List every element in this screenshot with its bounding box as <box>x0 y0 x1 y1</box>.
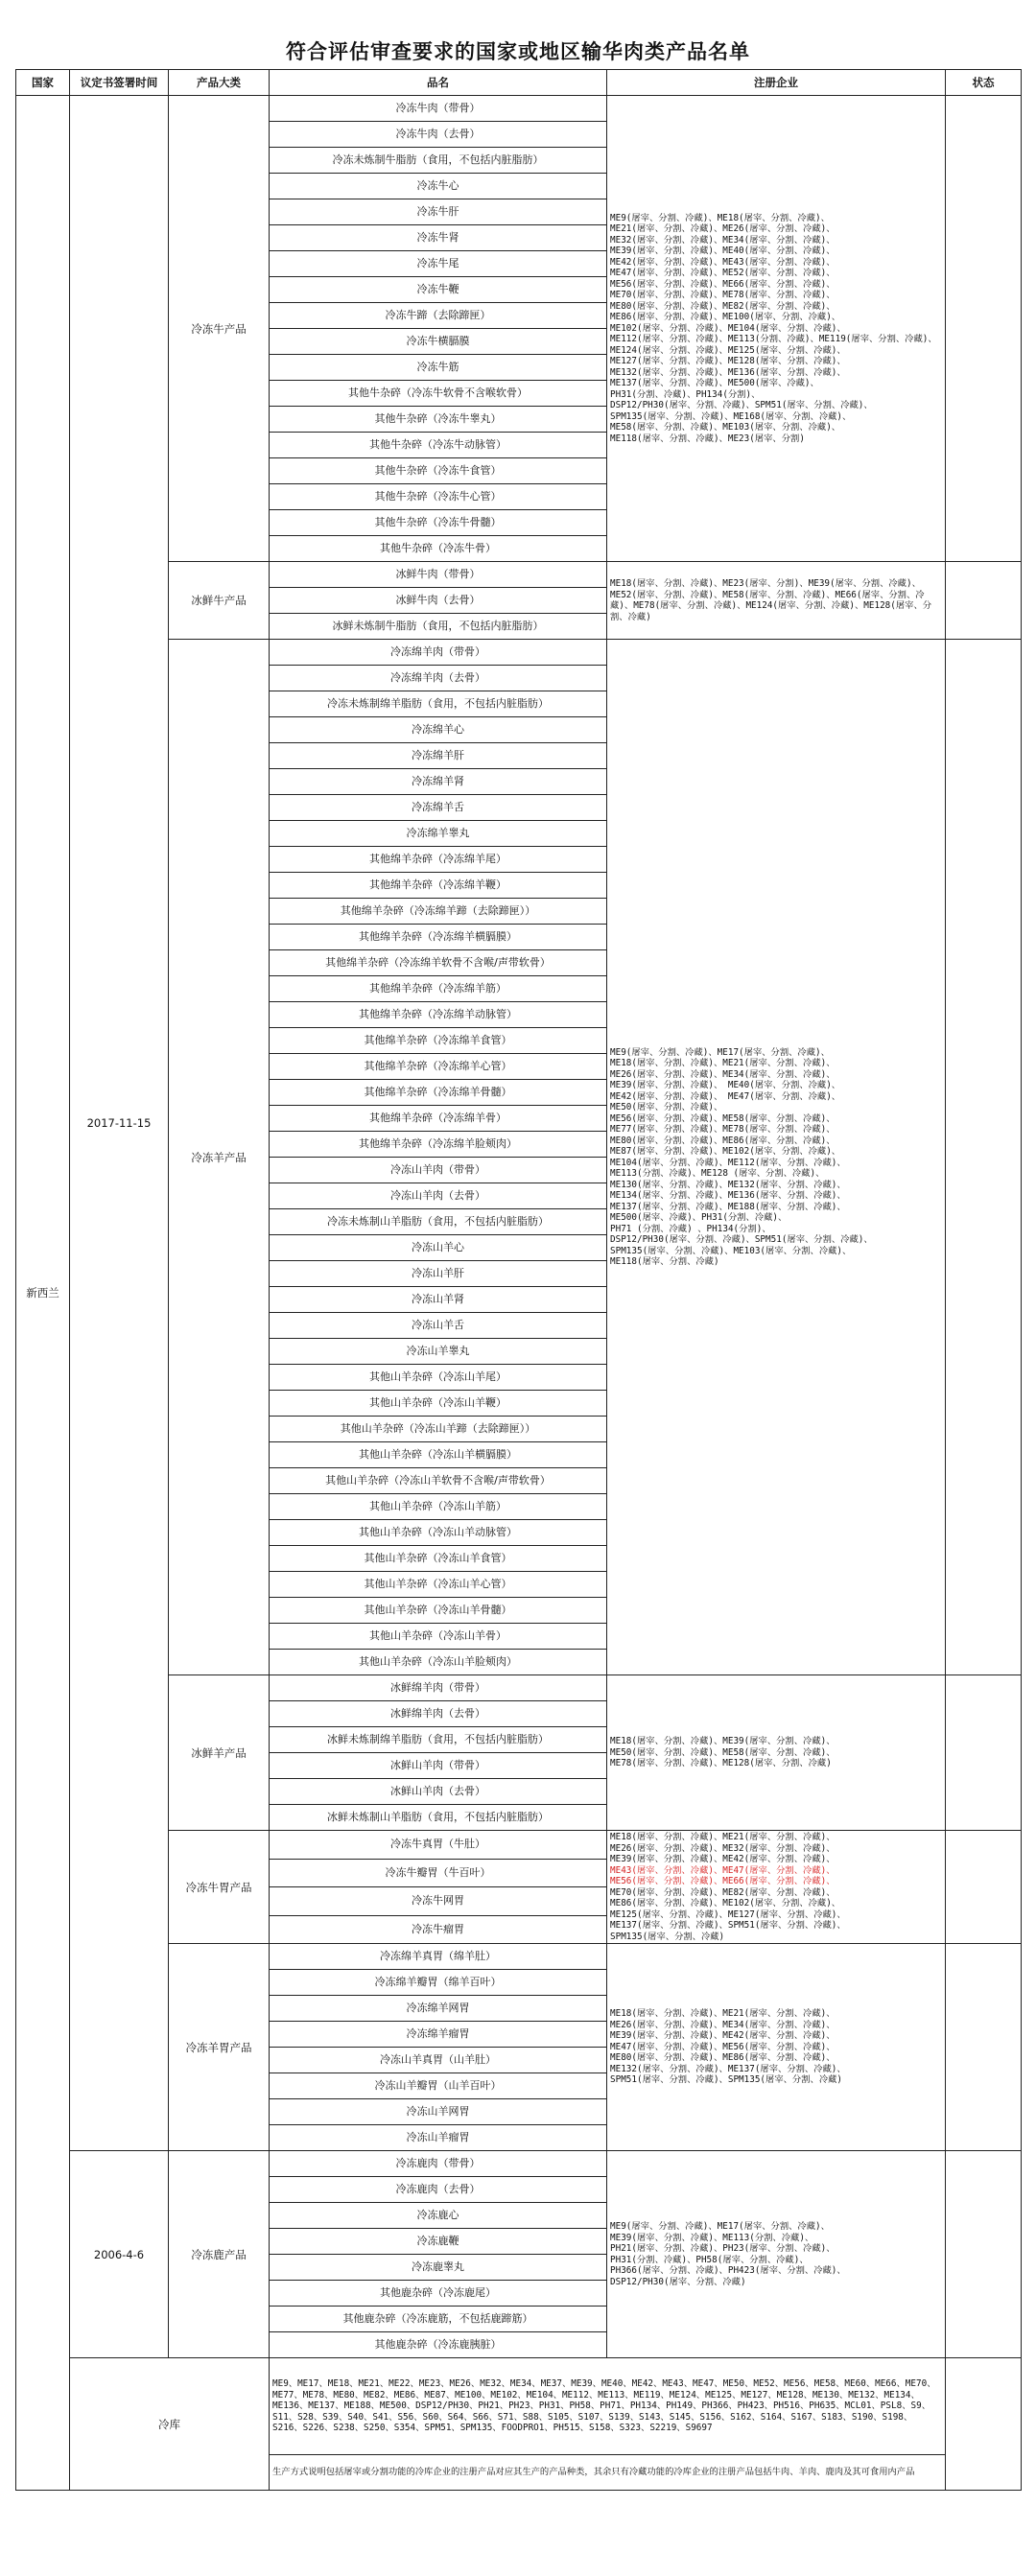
enterprise-cell: ME18(屠宰、分割、冷藏)、ME23(屠宰、分割)、ME39(屠宰、分割、冷藏)、ME52(屠宰、分割、冷藏)、ME58(屠宰、分割、冷藏)、ME66(屠宰、分割、冷藏)、ME78(屠宰、分割、冷藏)、ME124(屠宰、分割、冷藏)、ME128(屠宰、分割、冷藏) <box>607 562 946 640</box>
header-category: 产品大类 <box>169 70 270 96</box>
product-name-cell: 其他山羊杂碎（冷冻山羊骨） <box>270 1624 607 1650</box>
product-name-cell: 其他山羊杂碎（冷冻山羊动脉管） <box>270 1520 607 1546</box>
product-name-cell: 其他绵羊杂碎（冷冻绵羊动脉管） <box>270 1002 607 1028</box>
product-name-cell: 冰鲜未炼制绵羊脂肪（食用，不包括内脏脂肪） <box>270 1727 607 1753</box>
category-cell: 冷冻羊胃产品 <box>169 1944 270 2151</box>
country-cell: 新西兰 <box>16 96 70 2491</box>
enterprise-cell: ME18(屠宰、分割、冷藏)、ME39(屠宰、分割、冷藏)、 ME50(屠宰、分割、冷藏)、ME58(屠宰、分割、冷藏)、 ME78(屠宰、分割、冷藏)、ME128(屠宰、分割、冷藏) <box>607 1675 946 1831</box>
product-name-cell: 冷冻绵羊真胃（绵羊肚） <box>270 1944 607 1970</box>
product-name-cell: 冷冻牛真胃（牛肚） <box>270 1831 607 1860</box>
product-name-cell: 冷冻山羊瓣胃（山羊百叶） <box>270 2073 607 2099</box>
product-name-cell: 冷冻未炼制山羊脂肪（食用，不包括内脏脂肪） <box>270 1209 607 1235</box>
product-name-cell: 其他绵羊杂碎（冷冻绵羊骨髓） <box>270 1080 607 1106</box>
product-name-cell: 冷冻牛肾 <box>270 225 607 251</box>
status-cell <box>946 96 1022 562</box>
product-name-cell: 冷冻牛肉（带骨） <box>270 96 607 122</box>
product-name-cell: 其他牛杂碎（冷冻牛食管） <box>270 458 607 484</box>
enterprise-line: ME43(屠宰、分割、冷藏)、ME47(屠宰、分割、冷藏)、 <box>610 1864 836 1876</box>
cold-storage-row <box>16 2358 1022 2455</box>
product-name-cell: 冰鲜绵羊肉（带骨） <box>270 1675 607 1701</box>
product-name-cell: 冷冻鹿睾丸 <box>270 2255 607 2281</box>
product-name-cell: 冷冻绵羊肉（去骨） <box>270 666 607 691</box>
table-row <box>16 96 1022 122</box>
product-name-cell: 冷冻绵羊瘤胃 <box>270 2022 607 2048</box>
product-name-cell: 冷冻山羊网胃 <box>270 2099 607 2125</box>
product-name-cell: 冷冻牛横膈膜 <box>270 329 607 355</box>
product-name-cell: 其他绵羊杂碎（冷冻绵羊心管） <box>270 1054 607 1080</box>
product-name-cell: 冰鲜绵羊肉（去骨） <box>270 1701 607 1727</box>
product-name-cell: 冷冻山羊肾 <box>270 1287 607 1313</box>
product-name-cell: 冷冻绵羊舌 <box>270 795 607 821</box>
product-name-cell: 其他牛杂碎（冷冻牛睾丸） <box>270 407 607 433</box>
header-status: 状态 <box>946 70 1022 96</box>
enterprise-cell: ME18(屠宰、分割、冷藏)、ME21(屠宰、分割、冷藏)、 ME26(屠宰、分割、冷藏)、ME34(屠宰、分割、冷藏)、 ME39(屠宰、分割、冷藏)、ME42(屠宰、分割、冷藏)、 ME47(屠宰、分割、冷藏)、ME56(屠宰、分割、冷藏)、 ME80(屠宰、分割、冷藏)、ME86(屠宰、分割、冷藏)、 ME132(屠宰、分割、冷藏)、ME137(屠宰、分割、冷藏)、 SPM51(屠宰、分割、冷藏)、SPM135(屠宰、分割、冷藏) <box>607 1944 946 2151</box>
document-title: 符合评估审查要求的国家或地区输华肉类产品名单 <box>286 39 750 63</box>
product-name-cell: 冷冻牛肝 <box>270 199 607 225</box>
product-name-cell: 冷冻鹿心 <box>270 2203 607 2229</box>
product-name-cell: 冷冻绵羊网胃 <box>270 1996 607 2022</box>
header-country: 国家 <box>16 70 70 96</box>
product-name-cell: 冷冻山羊肉（去骨） <box>270 1183 607 1209</box>
product-name-cell: 冰鲜牛肉（带骨） <box>270 562 607 588</box>
product-name-cell: 冷冻鹿肉（带骨） <box>270 2151 607 2177</box>
product-name-cell: 其他绵羊杂碎（冷冻绵羊软骨不含喉/声带软骨） <box>270 950 607 976</box>
product-name-cell: 冷冻绵羊瓣胃（绵羊百叶） <box>270 1970 607 1996</box>
product-name-cell: 其他绵羊杂碎（冷冻绵羊鞭） <box>270 873 607 899</box>
category-cell: 冷冻牛产品 <box>169 96 270 562</box>
product-name-cell: 冷冻牛瓣胃（牛百叶） <box>270 1859 607 1887</box>
product-name-cell: 冷冻鹿肉（去骨） <box>270 2177 607 2203</box>
product-name-cell: 其他绵羊杂碎（冷冻绵羊骨） <box>270 1106 607 1132</box>
product-name-cell: 冷冻牛蹄（去除蹄匣） <box>270 303 607 329</box>
category-cell: 冷冻鹿产品 <box>169 2151 270 2358</box>
product-name-cell: 其他绵羊杂碎（冷冻绵羊脸颊肉） <box>270 1132 607 1158</box>
enterprise-line: ME70(屠宰、分割、冷藏)、ME82(屠宰、分割、冷藏)、 <box>610 1886 836 1898</box>
header-row <box>16 70 1022 96</box>
header-product-name: 品名 <box>270 70 607 96</box>
enterprise-line: SPM135(屠宰、分割、冷藏) <box>610 1931 725 1942</box>
cold-storage-label: 冷库 <box>70 2358 270 2491</box>
product-name-cell: 冷冻绵羊心 <box>270 717 607 743</box>
product-name-cell: 冷冻山羊真胃（山羊肚） <box>270 2048 607 2073</box>
product-name-cell: 其他山羊杂碎（冷冻山羊脸颊肉） <box>270 1650 607 1675</box>
status-cell <box>946 2358 1022 2491</box>
product-name-cell: 冷冻山羊睾丸 <box>270 1339 607 1365</box>
product-name-cell: 其他山羊杂碎（冷冻山羊筋） <box>270 1494 607 1520</box>
sign-date-cell: 2006-4-6 <box>70 2151 169 2358</box>
product-name-cell: 其他鹿杂碎（冷冻鹿胰脏） <box>270 2332 607 2358</box>
cold-storage-note: 生产方式说明包括屠宰或分割功能的冷库企业的注册产品对应其生产的产品种类，其余只有冷藏功能的冷库企业的注册产品包括牛肉、羊肉、鹿肉及其可食用内产品 <box>270 2455 946 2491</box>
category-cell: 冷冻羊产品 <box>169 640 270 1675</box>
product-name-cell: 冷冻绵羊肝 <box>270 743 607 769</box>
status-cell <box>946 1831 1022 1944</box>
product-name-cell: 冷冻牛尾 <box>270 251 607 277</box>
product-name-cell: 其他绵羊杂碎（冷冻绵羊蹄（去除蹄匣）） <box>270 899 607 925</box>
enterprise-cell: ME9(屠宰、分割、冷藏)、ME17(屠宰、分割、冷藏)、 ME39(屠宰、分割、冷藏)、ME113(分割、冷藏)、 PH21(屠宰、分割、冷藏)、PH23(屠宰、分割、冷藏)、 PH31(分割、冷藏)、PH58(屠宰、分割、冷藏)、 PH366(屠宰、分割、冷藏)、PH423(屠宰、分割、冷藏)、 DSP12/PH30(屠宰、分割、冷藏) <box>607 2151 946 2358</box>
product-name-cell: 冷冻绵羊肾 <box>270 769 607 795</box>
product-name-cell: 其他山羊杂碎（冷冻山羊食管） <box>270 1546 607 1572</box>
product-name-cell: 冷冻山羊瘤胃 <box>270 2125 607 2151</box>
product-name-cell: 其他鹿杂碎（冷冻鹿筋，不包括鹿蹄筋） <box>270 2307 607 2332</box>
product-name-cell: 其他绵羊杂碎（冷冻绵羊筋） <box>270 976 607 1002</box>
product-name-cell: 其他山羊杂碎（冷冻山羊心管） <box>270 1572 607 1598</box>
category-cell: 冰鲜牛产品 <box>169 562 270 640</box>
product-name-cell: 冷冻山羊肉（带骨） <box>270 1158 607 1183</box>
product-name-cell: 其他牛杂碎（冷冻牛动脉管） <box>270 433 607 458</box>
product-name-cell: 冰鲜未炼制山羊脂肪（食用，不包括内脏脂肪） <box>270 1805 607 1831</box>
product-name-cell: 冰鲜山羊肉（去骨） <box>270 1779 607 1805</box>
product-name-cell: 冰鲜牛肉（去骨） <box>270 588 607 614</box>
product-name-cell: 冷冻山羊舌 <box>270 1313 607 1339</box>
enterprise-cell: ME9(屠宰、分割、冷藏)、ME18(屠宰、分割、冷藏)、 ME21(屠宰、分割、冷藏)、ME26(屠宰、分割、冷藏)、 ME32(屠宰、分割、冷藏)、ME34(屠宰、分割、冷藏)、 ME39(屠宰、分割、冷藏)、ME40(屠宰、分割、冷藏)、 ME42(屠宰、分割、冷藏)、ME43(屠宰、分割、冷藏)、 ME47(屠宰、分割、冷藏)、ME52(屠宰、分割、冷藏)、 ME56(屠宰、分割、冷藏)、ME66(屠宰、分割、冷藏)、 ME70(屠宰、分割、冷藏)、ME78(屠宰、分割、冷藏)、 ME80(屠宰、分割、冷藏)、ME82(屠宰、分割、冷藏)、 ME86(屠宰、分割、冷藏)、ME100(屠宰、分割、冷藏)、 ME102(屠宰、分割、冷藏)、ME104(屠宰、分割、冷藏)、 ME112(屠宰、分割、冷藏)、ME113(分割、冷藏)、ME119(屠宰、分割、冷藏)、 ME124(屠宰、分割、冷藏)、ME125(屠宰、分割、冷藏)、 ME127(屠宰、分割、冷藏)、ME128(屠宰、分割、冷藏)、 ME132(屠宰、分割、冷藏)、ME136(屠宰、分割、冷藏)、 ME137(屠宰、分割、冷藏)、ME500(屠宰、冷藏)、 PH31(分割、冷藏)、PH134(分割)、 DSP12/PH30(屠宰、分割、冷藏)、SPM51(屠宰、分割、冷藏)、 SPM135(屠宰、分割、冷藏)、ME168(屠宰、分割、冷藏)、 ME58(屠宰、分割、冷藏)、ME103(屠宰、分割、冷藏)、 ME118(屠宰、分割、冷藏)、ME23(屠宰、分割) <box>607 96 946 562</box>
enterprise-line: ME18(屠宰、分割、冷藏)、ME21(屠宰、分割、冷藏)、 <box>610 1832 836 1842</box>
product-name-cell: 其他牛杂碎（冷冻牛心管） <box>270 484 607 510</box>
product-name-cell: 冷冻山羊肝 <box>270 1261 607 1287</box>
enterprise-cell <box>607 1831 946 1944</box>
product-name-cell: 冷冻牛心 <box>270 174 607 199</box>
product-name-cell: 冷冻牛瘤胃 <box>270 1915 607 1944</box>
enterprise-line: ME125(屠宰、分割、冷藏)、ME127(屠宰、分割、冷藏)、 <box>610 1909 846 1920</box>
header-enterprise: 注册企业 <box>607 70 946 96</box>
enterprise-line: ME86(屠宰、分割、冷藏)、ME102(屠宰、分割、冷藏)、 <box>610 1898 841 1909</box>
enterprise-line: ME26(屠宰、分割、冷藏)、ME32(屠宰、分割、冷藏)、 <box>610 1842 836 1854</box>
header-sign-date: 议定书签署时间 <box>70 70 169 96</box>
status-cell <box>946 1675 1022 1831</box>
product-name-cell: 其他鹿杂碎（冷冻鹿尾） <box>270 2281 607 2307</box>
product-name-cell: 冷冻鹿鞭 <box>270 2229 607 2255</box>
product-name-cell: 冰鲜未炼制牛脂肪（食用，不包括内脏脂肪） <box>270 614 607 640</box>
product-name-cell: 其他牛杂碎（冷冻牛骨髓） <box>270 510 607 536</box>
status-cell <box>946 1944 1022 2151</box>
product-name-cell: 其他牛杂碎（冷冻牛软骨不含喉软骨） <box>270 381 607 407</box>
product-name-cell: 其他绵羊杂碎（冷冻绵羊尾） <box>270 847 607 873</box>
product-name-cell: 冷冻山羊心 <box>270 1235 607 1261</box>
product-name-cell: 其他牛杂碎（冷冻牛骨） <box>270 536 607 562</box>
cold-storage-list: ME9、ME17、ME18、ME21、ME22、ME23、ME26、ME32、ME34、ME37、ME39、ME40、ME42、ME43、ME47、ME50、ME52、ME56、ME58、ME60、ME66、ME70、ME77、ME78、ME80、ME82、ME86、ME87、ME100、ME102、ME104、ME112、ME113、ME119、ME124、ME125、ME127、ME128、ME130、ME132、ME134、ME136、ME137、ME188、ME500、DSP12/PH30、PH21、PH23、PH31、PH58、PH71、PH134、PH149、PH366、PH423、PH516、PH635、MCL01、PSL8、S9、S11、S28、S39、S40、S41、S56、S60、S64、S66、S71、S88、S105、S107、S139、S143、S145、S156、S162、S164、S167、S183、S190、S198、S216、S226、S238、S250、S354、SPM51、SPM135、FOODPRO1、PH515、S158、S323、S2219、S9697 <box>270 2358 946 2455</box>
product-name-cell: 冷冻牛网胃 <box>270 1887 607 1916</box>
category-cell: 冷冻牛胃产品 <box>169 1831 270 1944</box>
product-name-cell: 其他绵羊杂碎（冷冻绵羊横膈膜） <box>270 925 607 950</box>
product-name-cell: 其他绵羊杂碎（冷冻绵羊食管） <box>270 1028 607 1054</box>
product-name-cell: 其他山羊杂碎（冷冻山羊鞭） <box>270 1391 607 1417</box>
meat-products-table <box>15 69 1022 2491</box>
status-cell <box>946 2151 1022 2358</box>
product-name-cell: 其他山羊杂碎（冷冻山羊骨髓） <box>270 1598 607 1624</box>
product-name-cell: 冷冻牛筋 <box>270 355 607 381</box>
product-name-cell: 其他山羊杂碎（冷冻山羊尾） <box>270 1365 607 1391</box>
product-name-cell: 冷冻未炼制绵羊脂肪（食用，不包括内脏脂肪） <box>270 691 607 717</box>
status-cell <box>946 640 1022 1675</box>
product-name-cell: 冰鲜山羊肉（带骨） <box>270 1753 607 1779</box>
product-name-cell: 冷冻未炼制牛脂肪（食用，不包括内脏脂肪） <box>270 148 607 174</box>
status-cell <box>946 562 1022 640</box>
product-name-cell: 其他山羊杂碎（冷冻山羊横膈膜） <box>270 1442 607 1468</box>
product-name-cell: 冷冻绵羊睾丸 <box>270 821 607 847</box>
product-name-cell: 冷冻牛肉（去骨） <box>270 122 607 148</box>
table-row <box>16 2151 1022 2177</box>
enterprise-line: ME39(屠宰、分割、冷藏)、ME42(屠宰、分割、冷藏)、 <box>610 1854 836 1864</box>
enterprise-line: ME137(屠宰、分割、冷藏)、SPM51(屠宰、分割、冷藏)、 <box>610 1920 846 1931</box>
enterprise-line: ME56(屠宰、分割、冷藏)、ME66(屠宰、分割、冷藏)、 <box>610 1876 836 1886</box>
enterprise-cell: ME9(屠宰、分割、冷藏)、ME17(屠宰、分割、冷藏)、 ME18(屠宰、分割、冷藏)、ME21(屠宰、分割、冷藏)、 ME26(屠宰、分割、冷藏)、ME34(屠宰、分割、冷藏)、 ME39(屠宰、分割、冷藏)、 ME40(屠宰、分割、冷藏)、 ME42(屠宰、分割、冷藏)、 ME47(屠宰、分割、冷藏)、 ME50(屠宰、分割、冷藏)、 ME56(屠宰、分割、冷藏)、ME58(屠宰、分割、冷藏)、 ME77(屠宰、分割、冷藏)、ME78(屠宰、分割、冷藏)、 ME80(屠宰、分割、冷藏)、ME86(屠宰、分割、冷藏)、 ME87(屠宰、分割、冷藏)、ME102(屠宰、分割、冷藏)、 ME104(屠宰、分割、冷藏)、ME112(屠宰、分割、冷藏)、 ME113(分割、冷藏)、ME128 (屠宰、分割、冷藏)、 ME130(屠宰、分割、冷藏)、ME132(屠宰、分割、冷藏)、 ME134(屠宰、分割、冷藏)、ME136(屠宰、分割、冷藏)、 ME137(屠宰、分割、冷藏)、ME188(屠宰、分割、冷藏)、 ME500(屠宰、冷藏)、PH31(分割、冷藏)、 PH71 (分割、冷藏) 、PH134(分割)、 DSP12/PH30(屠宰、分割、冷藏)、SPM51(屠宰、分割、冷藏)、 SPM135(屠宰、分割、冷藏)、ME103(屠宰、分割、冷藏)、 ME118(屠宰、分割、冷藏) <box>607 640 946 1675</box>
product-name-cell: 其他山羊杂碎（冷冻山羊软骨不含喉/声带软骨） <box>270 1468 607 1494</box>
product-name-cell: 冷冻绵羊肉（带骨） <box>270 640 607 666</box>
sign-date-cell: 2017-11-15 <box>70 96 169 2151</box>
category-cell: 冰鲜羊产品 <box>169 1675 270 1831</box>
product-name-cell: 其他山羊杂碎（冷冻山羊蹄（去除蹄匣）） <box>270 1417 607 1442</box>
product-name-cell: 冷冻牛鞭 <box>270 277 607 303</box>
